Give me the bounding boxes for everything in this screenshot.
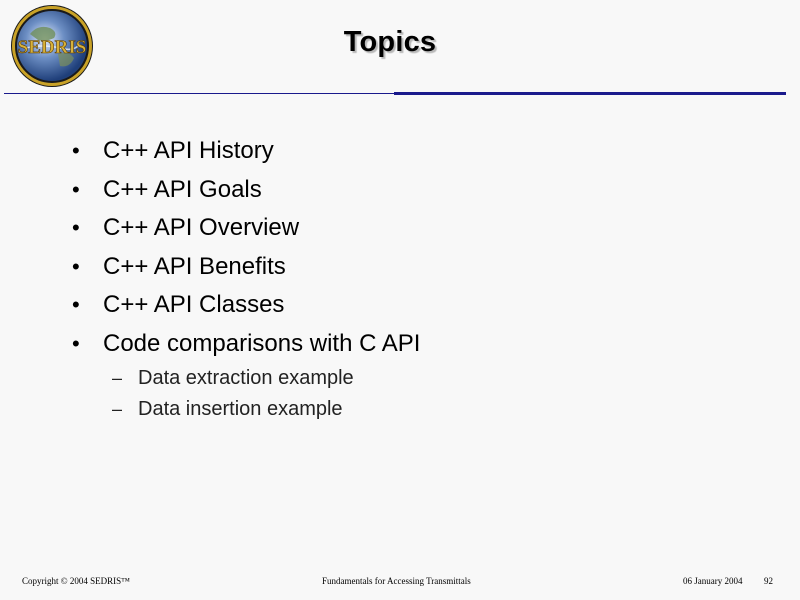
- sub-list-item-text: Data extraction example: [138, 367, 354, 389]
- list-item-text: C++ API Benefits: [103, 252, 286, 280]
- bullet-dash-icon: –: [112, 368, 123, 388]
- list-item-text: C++ API Classes: [103, 291, 285, 318]
- list-item: [0, 132, 800, 171]
- sub-list-item: [0, 394, 800, 425]
- list-item-text: C++ API Goals: [103, 175, 262, 203]
- footer-page-number: 92: [764, 576, 773, 586]
- sub-list-item: [0, 363, 800, 394]
- slide-title: Topics: [343, 26, 437, 58]
- bullet-dot-icon: •: [72, 176, 80, 202]
- list-item-text: Code comparisons with C API: [103, 329, 421, 357]
- list-item: [0, 325, 800, 364]
- bullet-dot-icon: •: [72, 292, 80, 317]
- bullet-dash-icon: –: [112, 399, 123, 419]
- title-rule-thick: [394, 92, 786, 95]
- bullet-dot-icon: •: [72, 330, 80, 356]
- sub-list-item-text: Data insertion example: [138, 398, 343, 420]
- footer-course-title: Fundamentals for Accessing Transmittals: [322, 576, 471, 586]
- bullet-dot-icon: •: [72, 215, 80, 240]
- bullet-dot-icon: •: [72, 253, 80, 279]
- list-item: [0, 171, 800, 210]
- list-item: [0, 286, 800, 325]
- list-item: [0, 209, 800, 248]
- list-item-text: C++ API History: [103, 137, 274, 164]
- list-item: [0, 248, 800, 287]
- bullet-dot-icon: •: [72, 138, 80, 163]
- footer-date: 06 January 2004: [683, 576, 743, 586]
- topic-list: [0, 132, 800, 425]
- list-item-text: C++ API Overview: [103, 214, 300, 241]
- logo-lettering: SEDRIS: [17, 37, 87, 58]
- title-rule-thin: [4, 93, 394, 94]
- footer-copyright: Copyright © 2004 SEDRIS™: [22, 576, 130, 586]
